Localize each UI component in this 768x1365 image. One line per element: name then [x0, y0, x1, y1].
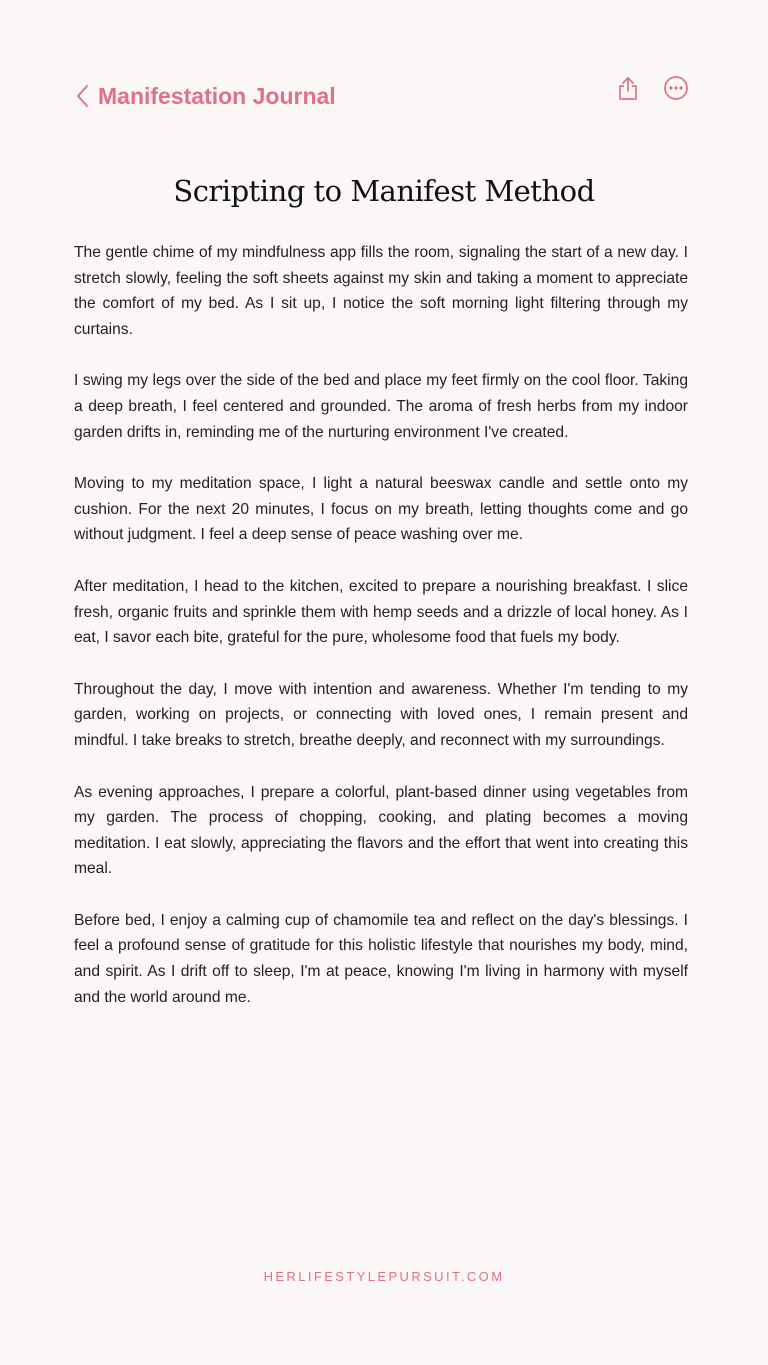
- navigation-bar: [0, 70, 768, 122]
- paragraph-3: Moving to my meditation space, I light a natural beeswax candle and settle onto my cushion. For the next 20 minutes, I focus on my breath, letting thoughts come and go without judgment. I feel a deep sense of peace washing over me.: [74, 475, 688, 544]
- chevron-left-icon[interactable]: [72, 82, 92, 110]
- footer-website: HERLIFESTYLEPURSUIT.COM: [263, 1269, 505, 1284]
- document-title: Scripting to Manifest Method: [173, 174, 595, 208]
- nav-title[interactable]: Manifestation Journal: [98, 82, 336, 109]
- paragraph-5: Throughout the day, I move with intention and awareness. Whether I'm tending to my garden, working on projects, or connecting with loved ones, I remain present and mindful. I take breaks to stretch, breathe deeply, and reconnect with my surroundings.: [74, 680, 688, 749]
- paragraph-4: After meditation, I head to the kitchen, excited to prepare a nourishing breakfast. I slice fresh, organic fruits and sprinkle them with hemp seeds and a drizzle of local honey. As I eat, I savor each bite, grateful for the pure, wholesome food that fuels my body.: [74, 577, 688, 647]
- paragraph-7: Before bed, I enjoy a calming cup of chamomile tea and reflect on the day's blessings. I feel a profound sense of gratitude for this holistic lifestyle that nourishes my body, mind, and spirit. As I drift off to sleep, I'm at peace, knowing I'm living in harmony with myself and the world around me.: [74, 911, 688, 1006]
- paragraph-6: As evening approaches, I prepare a colorful, plant-based dinner using vegetables from my garden. The process of chopping, cooking, and plating becomes a moving meditation. I eat slowly, appreciating the flavors and the effort that went into creating this meal.: [74, 783, 688, 878]
- more-options-icon[interactable]: [662, 74, 690, 102]
- nav-actions: [614, 74, 690, 102]
- document-body[interactable]: [74, 240, 688, 1036]
- paragraph-2: I swing my legs over the side of the bed and place my feet firmly on the cool floor. Taking a deep breath, I feel centered and grounded. The aroma of fresh herbs from my indoor garden drifts in, reminding me of the nurturing environment I've created.: [74, 372, 688, 441]
- share-icon[interactable]: [614, 74, 642, 102]
- back-button[interactable]: [72, 78, 336, 114]
- paragraph-1: The gentle chime of my mindfulness app fills the room, signaling the start of a new day. I stretch slowly, feeling the soft sheets against my skin and taking a moment to appreciate the comfort of my bed. As I sit up, I notice the soft morning light filtering through my curtains.: [74, 244, 688, 338]
